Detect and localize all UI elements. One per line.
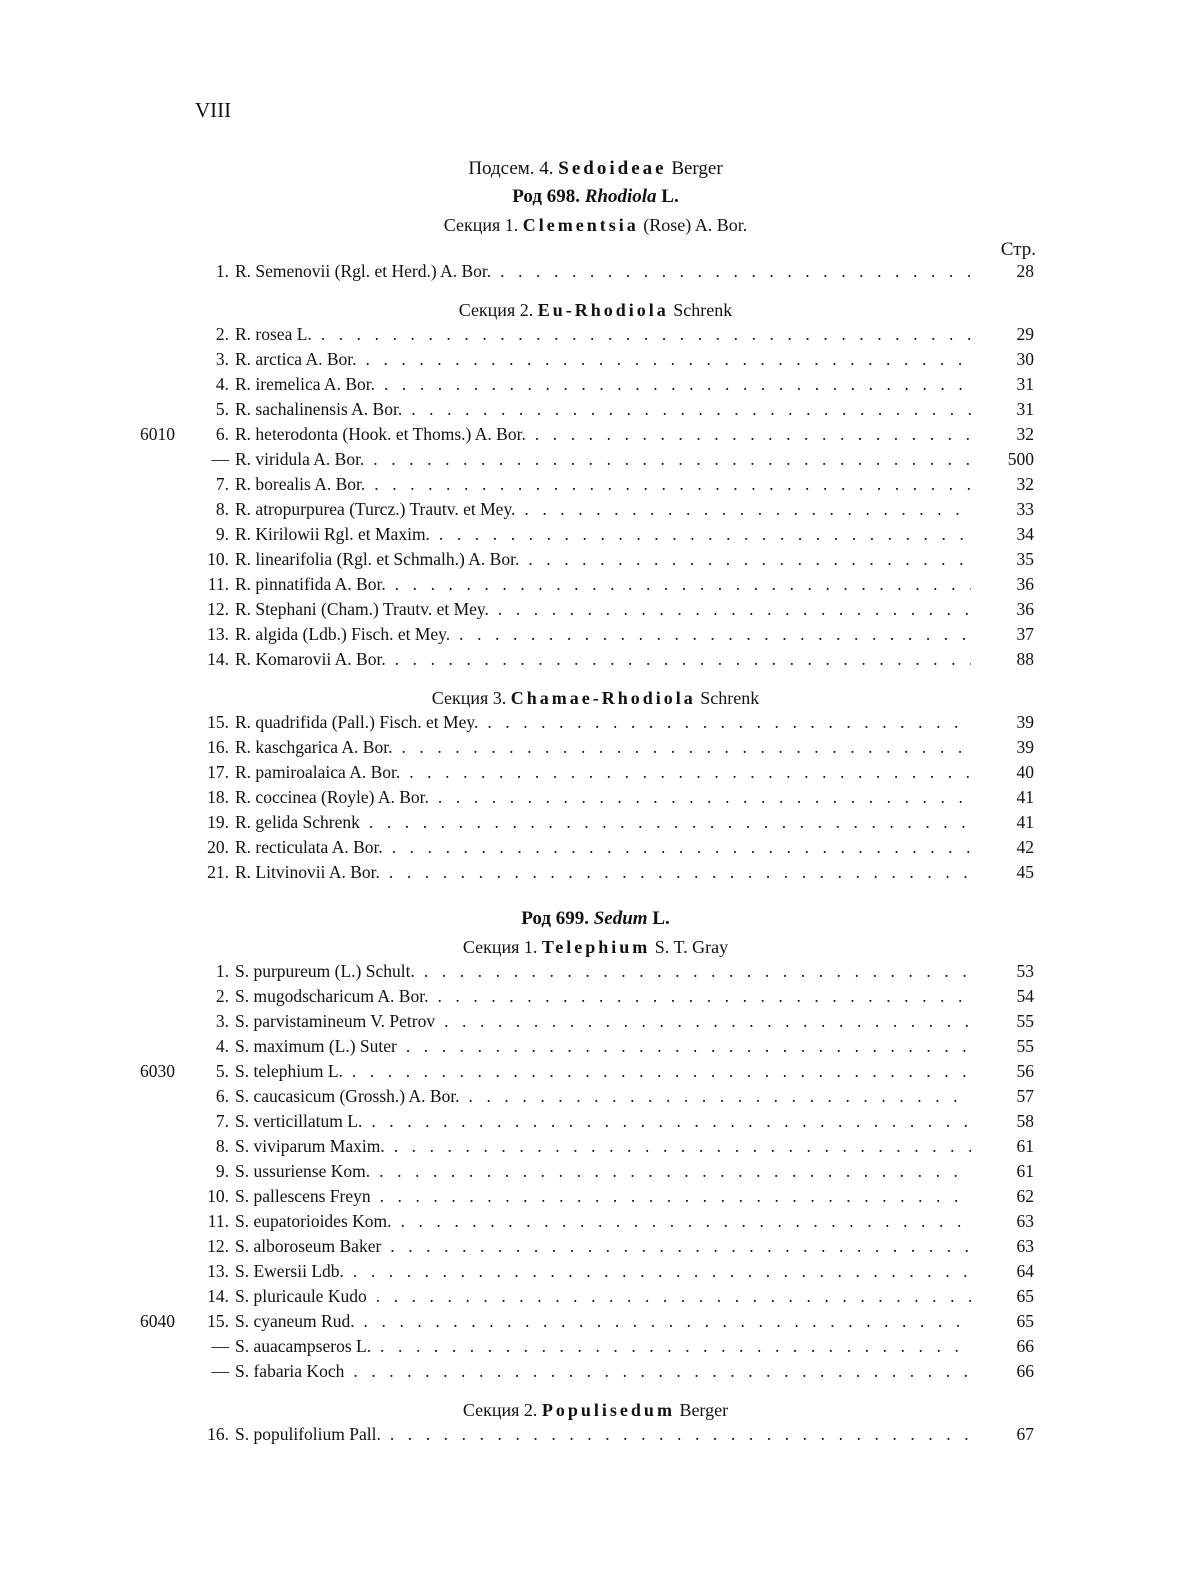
entry-number: 4.	[215, 374, 229, 394]
entry-number: 6.	[215, 424, 229, 444]
subfamily-author: Berger	[671, 158, 723, 179]
entry-page: 33	[1016, 499, 1034, 519]
toc-entry	[0, 1011, 1191, 1036]
spacer	[0, 286, 1191, 296]
entry-number: 2.	[215, 324, 229, 344]
entry-page: 41	[1016, 787, 1034, 807]
entry-number: 12.	[207, 1236, 229, 1256]
entry-page: 65	[1016, 1311, 1034, 1331]
entry-number: 18.	[207, 787, 229, 807]
entry-number: 1.	[215, 261, 229, 281]
entry-name: S. alboroseum Baker . . .	[235, 1236, 971, 1257]
entry-number: 11.	[207, 1211, 229, 1231]
entry-page: 35	[1016, 549, 1034, 569]
toc-entry	[0, 599, 1191, 624]
entry-name: R. sachalinensis A. Bor. . . .	[235, 399, 971, 420]
entry-name: R. quadrifida (Pall.) Fisch. et Mey. . . .	[235, 712, 971, 733]
entry-name: S. mugodscharicum A. Bor. . . .	[235, 986, 971, 1007]
section-author: Schrenk	[695, 688, 760, 708]
entry-code: 6010	[140, 424, 175, 444]
entry-number: 11.	[207, 574, 229, 594]
entry-page: 28	[1016, 261, 1034, 281]
entry-name: R. Litvinovii A. Bor. . . .	[235, 862, 971, 883]
section-prefix: Секция 2.	[458, 300, 538, 320]
entry-number: 13.	[207, 1261, 229, 1281]
entry-number: —	[211, 449, 229, 469]
entry-number: 14.	[207, 1286, 229, 1306]
entry-page: 66	[1016, 1336, 1034, 1356]
entry-number: 9.	[215, 1161, 229, 1181]
entry-name: S. auacampseros L. . . .	[235, 1336, 971, 1357]
toc-entry	[0, 1424, 1191, 1449]
entry-page: 66	[1016, 1361, 1034, 1381]
toc-entry	[0, 837, 1191, 862]
entry-page: 40	[1016, 762, 1034, 782]
toc-entry	[0, 399, 1191, 424]
entry-number: 12.	[207, 599, 229, 619]
entry-name: R. gelida Schrenk . . .	[235, 812, 971, 833]
entry-number: 1.	[215, 961, 229, 981]
toc-entry	[0, 1311, 1191, 1336]
entry-name: S. purpureum (L.) Schult. . . .	[235, 961, 971, 982]
toc-entry	[0, 499, 1191, 524]
entry-name: R. heterodonta (Hook. et Thoms.) A. Bor. . . .	[235, 424, 971, 445]
entry-name: R. arctica A. Bor. . . .	[235, 349, 971, 370]
entry-page: 61	[1016, 1136, 1034, 1156]
entry-number: —	[211, 1336, 229, 1356]
entry-name: R. recticulata A. Bor. . . .	[235, 837, 971, 858]
entry-page: 32	[1016, 474, 1034, 494]
toc-entry	[0, 349, 1191, 374]
entry-name: R. iremelica A. Bor. . . .	[235, 374, 971, 395]
entry-number: 8.	[215, 499, 229, 519]
genus-name: Sedum	[593, 908, 648, 929]
section-name: Populisedum	[541, 1400, 675, 1420]
toc-entry	[0, 1361, 1191, 1386]
entry-page: 36	[1016, 574, 1034, 594]
entry-page: 65	[1016, 1286, 1034, 1306]
entry-page: 55	[1016, 1036, 1034, 1056]
toc-entry	[0, 1161, 1191, 1186]
entry-number: 14.	[207, 649, 229, 669]
spacer	[0, 1386, 1191, 1396]
entry-page: 62	[1016, 1186, 1034, 1206]
entry-page: 45	[1016, 862, 1034, 882]
toc-entry	[0, 1086, 1191, 1111]
entry-name: R. atropurpurea (Turcz.) Trautv. et Mey. . . .	[235, 499, 971, 520]
genus-heading	[0, 183, 1191, 211]
toc-entry	[0, 1186, 1191, 1211]
genera-list	[0, 183, 1191, 1449]
section-prefix: Секция 2.	[462, 1400, 542, 1420]
toc-entry	[0, 449, 1191, 474]
entry-number: 3.	[215, 1011, 229, 1031]
entry-number: 10.	[207, 549, 229, 569]
entry-name: S. pluricaule Kudo . . .	[235, 1286, 971, 1307]
toc-entry	[0, 762, 1191, 787]
entry-number: 5.	[215, 1061, 229, 1081]
section-name: Telephium	[541, 937, 651, 957]
entry-number: 16.	[207, 737, 229, 757]
toc-entry	[0, 986, 1191, 1011]
entry-name: S. viviparum Maxim. . . .	[235, 1136, 971, 1157]
entry-number: 21.	[207, 862, 229, 882]
entry-page: 30	[1016, 349, 1034, 369]
entry-page: 64	[1016, 1261, 1034, 1281]
entry-page: 88	[1016, 649, 1034, 669]
entry-page: 500	[1007, 449, 1034, 469]
genus-author: L.	[647, 908, 670, 929]
entry-number: 6.	[215, 1086, 229, 1106]
entry-name: R. rosea L. . . .	[235, 324, 971, 345]
toc-entry	[0, 624, 1191, 649]
entry-page: 56	[1016, 1061, 1034, 1081]
section-author: Berger	[674, 1400, 729, 1420]
toc-entry	[0, 737, 1191, 762]
toc-entry	[0, 1236, 1191, 1261]
genus-prefix: Род 699.	[521, 908, 594, 929]
toc-entry	[0, 374, 1191, 399]
toc-entry	[0, 1286, 1191, 1311]
entry-page: 41	[1016, 812, 1034, 832]
section-heading	[0, 1396, 1191, 1424]
toc-entry	[0, 649, 1191, 674]
subfamily-heading	[0, 155, 1191, 183]
entry-number: 13.	[207, 624, 229, 644]
entry-name: R. kaschgarica A. Bor. . . .	[235, 737, 971, 758]
subfamily-prefix: Подсем. 4.	[468, 158, 554, 179]
entry-number: 19.	[207, 812, 229, 832]
section-prefix: Секция 1.	[462, 937, 542, 957]
section-prefix: Секция 1.	[443, 215, 523, 235]
entry-name: S. telephium L. . . .	[235, 1061, 971, 1082]
entry-code: 6040	[140, 1311, 175, 1331]
entry-page: 31	[1016, 374, 1034, 394]
entry-name: R. borealis A. Bor. . . .	[235, 474, 971, 495]
entry-name: R. algida (Ldb.) Fisch. et Mey. . . .	[235, 624, 971, 645]
toc-entry	[0, 574, 1191, 599]
entry-page: 55	[1016, 1011, 1034, 1031]
entry-page: 58	[1016, 1111, 1034, 1131]
entry-name: S. populifolium Pall. . . .	[235, 1424, 971, 1445]
entry-page: 32	[1016, 424, 1034, 444]
entry-name: S. fabaria Koch . . .	[235, 1361, 971, 1382]
entry-number: 16.	[207, 1424, 229, 1444]
entry-number: 7.	[215, 1111, 229, 1131]
entry-code: 6030	[140, 1061, 175, 1081]
toc-entry	[0, 712, 1191, 737]
subfamily-name: Sedoideae	[558, 158, 667, 179]
entry-number: 2.	[215, 986, 229, 1006]
entry-page: 36	[1016, 599, 1034, 619]
entry-number: 9.	[215, 524, 229, 544]
spacer	[0, 887, 1191, 905]
toc-entry	[0, 1061, 1191, 1086]
entry-name: R. Kirilowii Rgl. et Maxim. . . .	[235, 524, 971, 545]
entry-name: S. maximum (L.) Suter . . .	[235, 1036, 971, 1057]
entry-page: 39	[1016, 737, 1034, 757]
spacer	[0, 674, 1191, 684]
section-author: (Rose) A. Bor.	[638, 215, 748, 235]
entry-name: S. parvistamineum V. Petrov . . .	[235, 1011, 971, 1032]
section-name: Clementsia	[522, 215, 639, 235]
page-column-header	[0, 239, 1191, 261]
entry-number: 15.	[207, 1311, 229, 1331]
table-of-contents	[0, 155, 1191, 1449]
section-prefix: Секция 3.	[431, 688, 511, 708]
entry-name: R. Komarovii A. Bor. . . .	[235, 649, 971, 670]
toc-entry	[0, 961, 1191, 986]
genus-prefix: Род 698.	[512, 186, 585, 207]
toc-entry	[0, 1336, 1191, 1361]
toc-entry	[0, 1211, 1191, 1236]
entry-name: S. caucasicum (Grossh.) A. Bor. . . .	[235, 1086, 971, 1107]
entry-page: 67	[1016, 1424, 1034, 1444]
entry-page: 63	[1016, 1236, 1034, 1256]
entry-name: R. Stephani (Cham.) Trautv. et Mey. . . .	[235, 599, 971, 620]
entry-name: R. coccinea (Royle) A. Bor. . . .	[235, 787, 971, 808]
entry-number: 20.	[207, 837, 229, 857]
section-author: Schrenk	[668, 300, 733, 320]
toc-entry	[0, 787, 1191, 812]
entry-page: 63	[1016, 1211, 1034, 1231]
page-column-label: Стр.	[1000, 239, 1036, 260]
entry-name: S. cyaneum Rud. . . .	[235, 1311, 971, 1332]
entry-number: —	[211, 1361, 229, 1381]
toc-entry	[0, 261, 1191, 286]
section-heading	[0, 684, 1191, 712]
entry-number: 3.	[215, 349, 229, 369]
entry-name: R. Semenovii (Rgl. et Herd.) A. Bor. . . .	[235, 261, 971, 282]
section-heading	[0, 211, 1191, 239]
genus-author: L.	[656, 186, 679, 207]
entry-number: 5.	[215, 399, 229, 419]
entry-number: 7.	[215, 474, 229, 494]
section-author: S. T. Gray	[650, 937, 729, 957]
entry-name: S. pallescens Freyn . . .	[235, 1186, 971, 1207]
entry-number: 17.	[207, 762, 229, 782]
toc-entry	[0, 524, 1191, 549]
entry-page: 39	[1016, 712, 1034, 732]
genus-heading	[0, 905, 1191, 933]
entry-page: 34	[1016, 524, 1034, 544]
entry-name: S. eupatorioides Kom. . . .	[235, 1211, 971, 1232]
entry-page: 54	[1016, 986, 1034, 1006]
entry-page: 57	[1016, 1086, 1034, 1106]
section-heading	[0, 296, 1191, 324]
entry-name: R. pamiroalaica A. Bor. . . .	[235, 762, 971, 783]
section-heading	[0, 933, 1191, 961]
section-name: Chamae-Rhodiola	[510, 688, 696, 708]
entry-page: 29	[1016, 324, 1034, 344]
toc-entry	[0, 324, 1191, 349]
entry-number: 15.	[207, 712, 229, 732]
toc-entry	[0, 424, 1191, 449]
entry-name: S. Ewersii Ldb. . . .	[235, 1261, 971, 1282]
entry-name: S. verticillatum L. . . .	[235, 1111, 971, 1132]
entry-number: 4.	[215, 1036, 229, 1056]
entry-number: 8.	[215, 1136, 229, 1156]
entry-name: R. pinnatifida A. Bor. . . .	[235, 574, 971, 595]
entry-name: R. linearifolia (Rgl. et Schmalh.) A. Bor. . . .	[235, 549, 971, 570]
entry-name: S. ussuriense Kom. . . .	[235, 1161, 971, 1182]
entry-page: 31	[1016, 399, 1034, 419]
toc-entry	[0, 862, 1191, 887]
entry-page: 61	[1016, 1161, 1034, 1181]
toc-entry	[0, 1036, 1191, 1061]
toc-entry	[0, 1261, 1191, 1286]
toc-entry	[0, 549, 1191, 574]
section-name: Eu-Rhodiola	[537, 300, 669, 320]
entry-page: 53	[1016, 961, 1034, 981]
entry-page: 37	[1016, 624, 1034, 644]
toc-entry	[0, 812, 1191, 837]
toc-entry	[0, 1136, 1191, 1161]
genus-name: Rhodiola	[584, 186, 657, 207]
entry-name: R. viridula A. Bor. . . .	[235, 449, 971, 470]
entry-number: 10.	[207, 1186, 229, 1206]
page-number: VIII	[195, 98, 232, 122]
toc-entry	[0, 1111, 1191, 1136]
toc-entry	[0, 474, 1191, 499]
entry-page: 42	[1016, 837, 1034, 857]
